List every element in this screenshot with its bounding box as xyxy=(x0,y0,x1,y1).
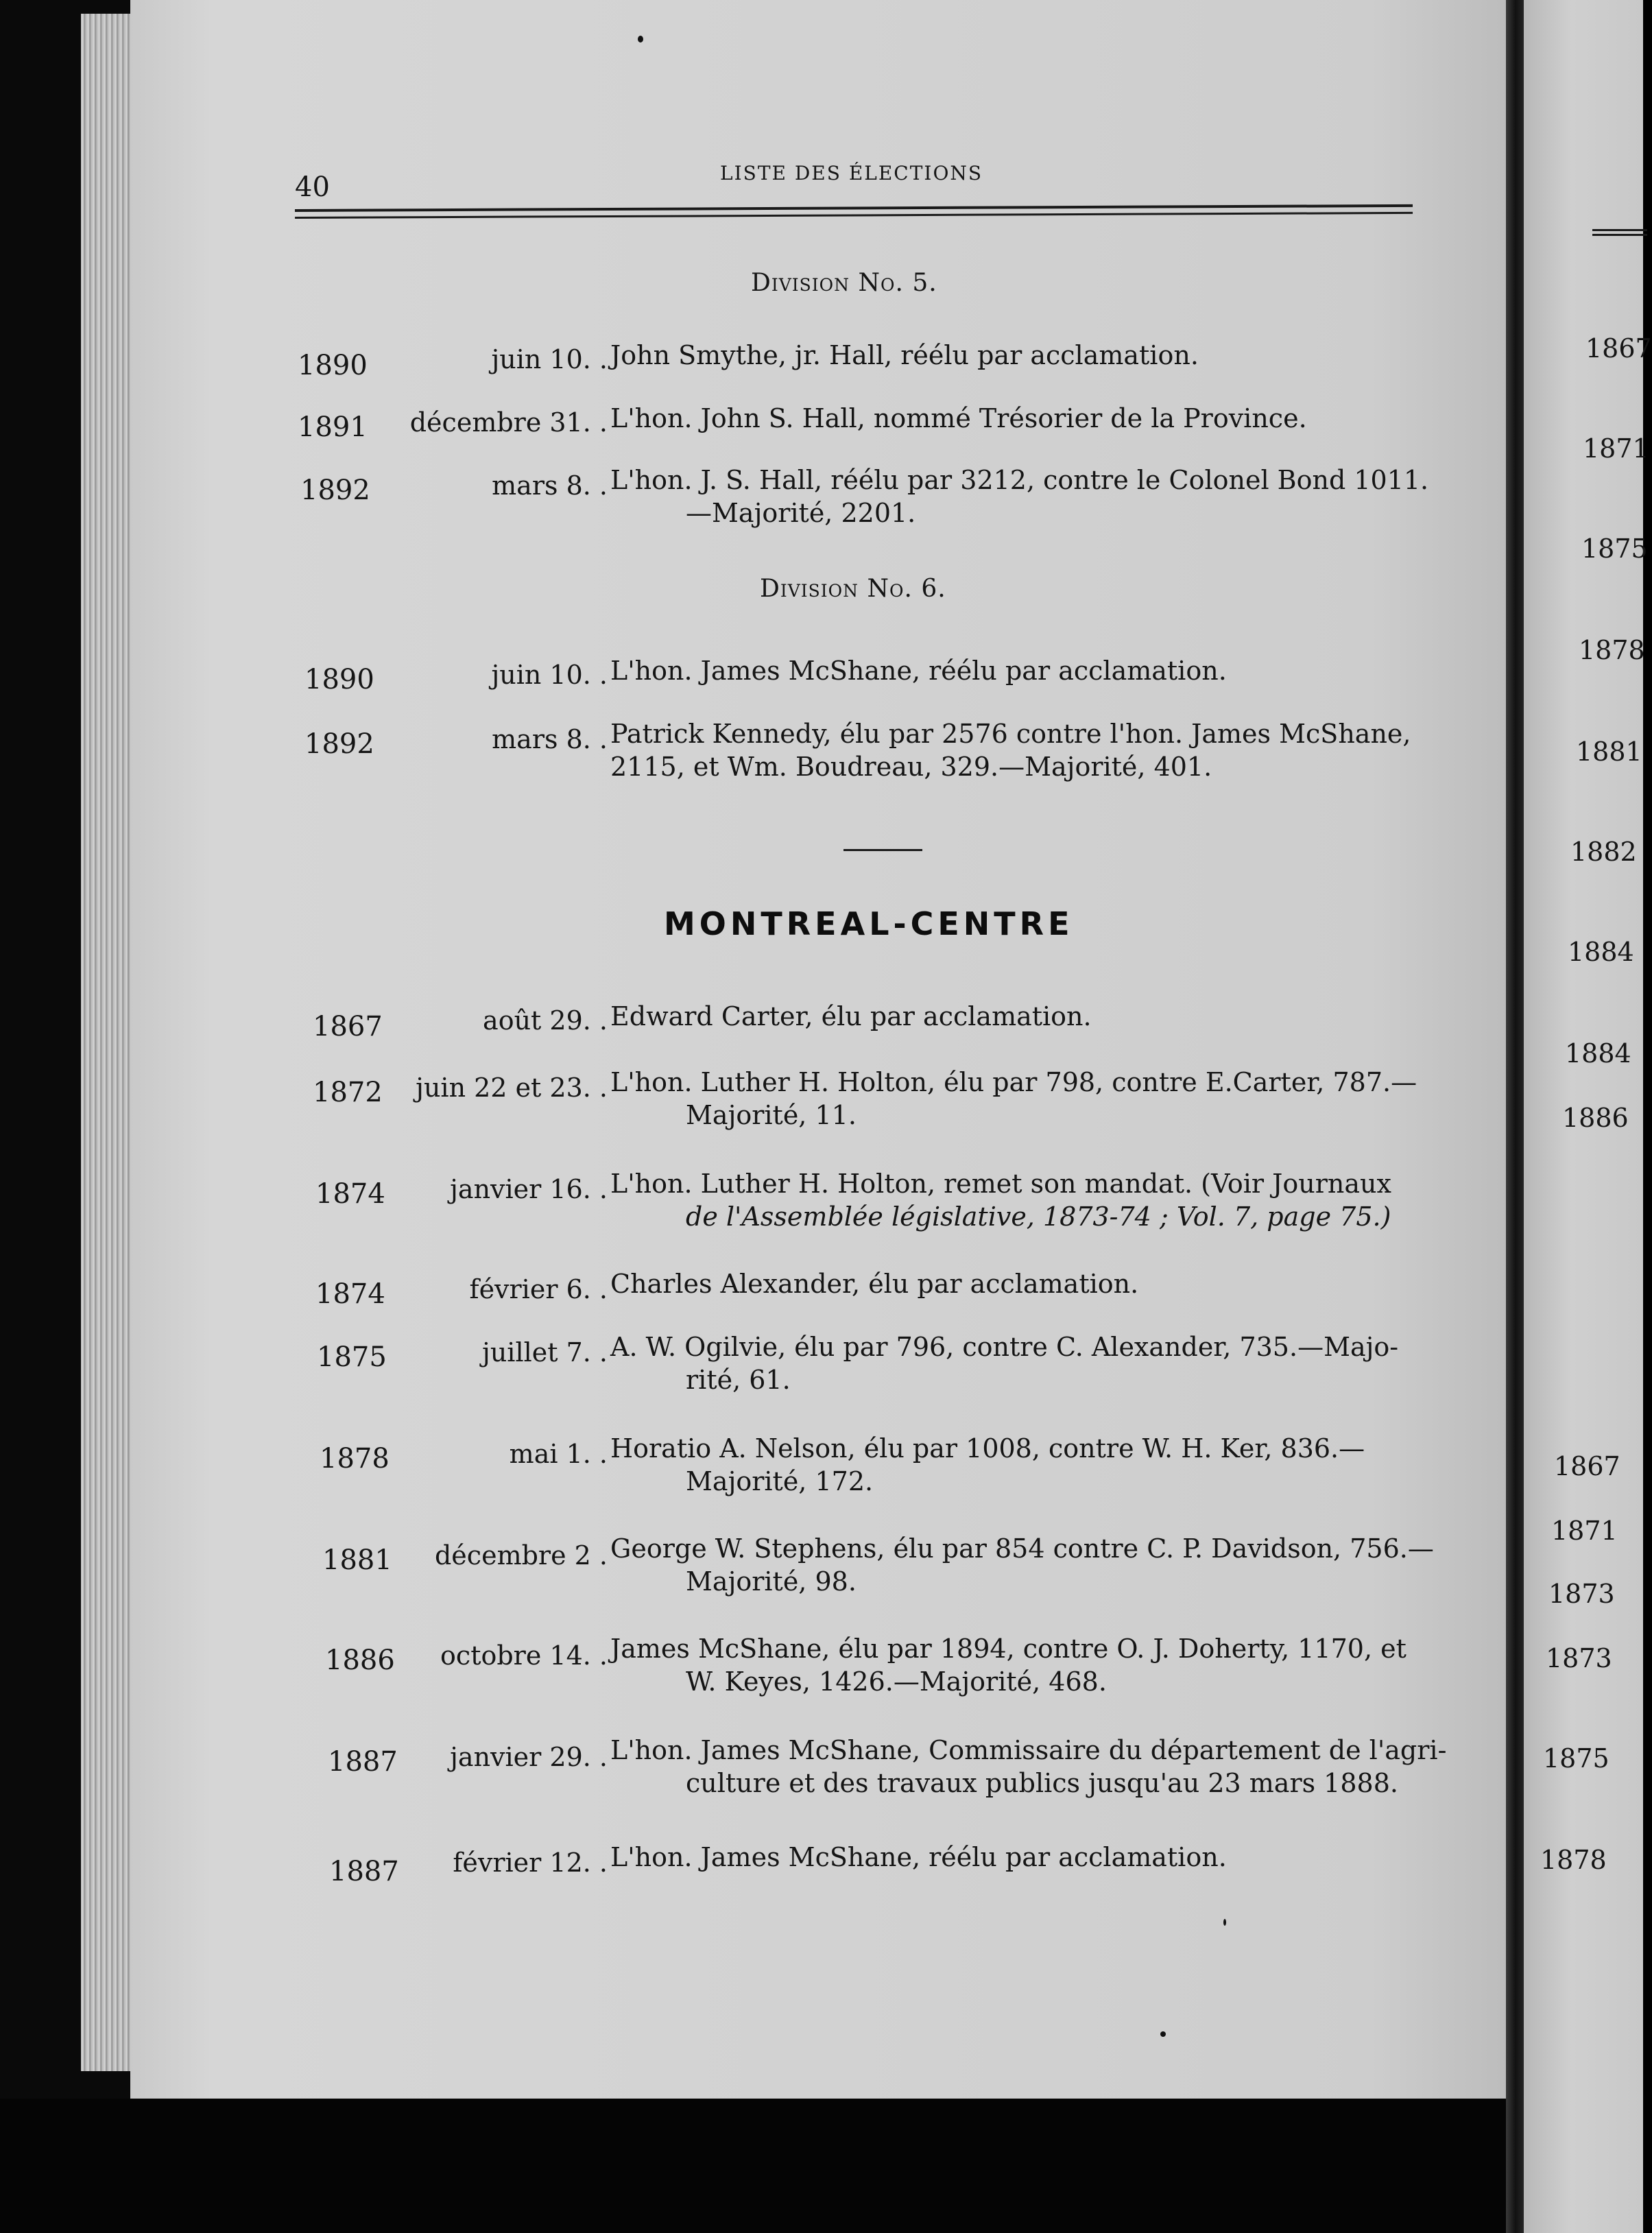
entry-line: George W. Stephens, élu par 854 contre C. P. Davidson, 756.— xyxy=(610,1533,1434,1564)
entry-date: janvier 29. . xyxy=(450,1742,608,1772)
entry-date: février 6. . xyxy=(469,1274,608,1304)
entry-date: juillet 7. . xyxy=(482,1337,608,1368)
facing-year: 1867 xyxy=(1554,1451,1620,1481)
scan-speck xyxy=(1160,2031,1166,2037)
running-head: LISTE DES ÉLECTIONS xyxy=(720,162,983,184)
entry-text xyxy=(610,1734,1446,1800)
entry-line: Charles Alexander, élu par acclamation. xyxy=(610,1269,1139,1299)
entry-date: juin 10. . xyxy=(491,660,608,690)
scan-speck xyxy=(638,36,643,43)
entry-text xyxy=(610,464,1428,529)
entry-year: 1881 xyxy=(322,1544,392,1576)
entry-date: janvier 16. . xyxy=(450,1174,608,1204)
facing-year: 1875 xyxy=(1543,1743,1609,1774)
facing-year: 1871 xyxy=(1551,1516,1618,1546)
county-heading: MONTREAL-CENTRE xyxy=(664,905,1074,942)
entry-year: 1867 xyxy=(313,1011,383,1042)
facing-year: 1875 xyxy=(1581,534,1648,564)
entry-year: 1886 xyxy=(325,1645,395,1676)
section-divider xyxy=(843,849,922,851)
facing-year: 1886 xyxy=(1562,1103,1629,1133)
facing-year: 1884 xyxy=(1568,937,1634,967)
entry-text xyxy=(610,1330,1398,1396)
entry-line: John Smythe, jr. Hall, réélu par acclamation. xyxy=(610,340,1199,370)
entry-text xyxy=(610,1267,1138,1300)
facing-year: 1867 xyxy=(1585,333,1652,363)
entry-line: de l'Assemblée législative, 1873-74 ; Vol. 7, page 75.) xyxy=(686,1202,1391,1232)
entry-text xyxy=(610,402,1307,435)
entry-year: 1890 xyxy=(298,350,368,381)
entry-line: L'hon. Luther H. Holton, élu par 798, contre E.Carter, 787.— xyxy=(610,1067,1417,1097)
facing-year: 1878 xyxy=(1579,635,1645,665)
entry-date: juin 10. . xyxy=(491,344,608,374)
entry-line: Majorité, 11. xyxy=(686,1100,857,1130)
entry-text xyxy=(610,1632,1406,1698)
entry-date: décembre 2 . xyxy=(434,1540,608,1571)
entry-text xyxy=(610,1167,1391,1233)
entry-date: octobre 14. . xyxy=(440,1640,608,1671)
entry-year: 1887 xyxy=(328,1746,398,1778)
scan-speck xyxy=(1223,1919,1226,1926)
entry-text xyxy=(610,717,1411,783)
entry-year: 1887 xyxy=(329,1856,399,1887)
entry-date: mars 8. . xyxy=(492,724,608,754)
entry-line: Majorité, 172. xyxy=(686,1466,874,1496)
page-edges xyxy=(81,14,136,2071)
entry-line: Edward Carter, élu par acclamation. xyxy=(610,1001,1092,1031)
entry-date: février 12. . xyxy=(453,1848,608,1878)
entry-line: L'hon. James McShane, réélu par acclamation. xyxy=(610,656,1227,686)
entry-year: 1892 xyxy=(300,475,370,506)
entry-line: James McShane, élu par 1894, contre O. J. Doherty, 1170, et xyxy=(610,1634,1406,1664)
facing-page-rule xyxy=(1592,229,1647,236)
facing-year: 1873 xyxy=(1546,1643,1612,1673)
entry-line: Patrick Kennedy, élu par 2576 contre l'hon. James McShane, xyxy=(610,719,1411,749)
entry-date: août 29. . xyxy=(483,1005,608,1036)
entry-line: 2115, et Wm. Boudreau, 329.—Majorité, 401. xyxy=(610,752,1212,782)
facing-year: 1881 xyxy=(1576,737,1642,767)
entry-date: décembre 31. . xyxy=(409,407,608,438)
entry-text xyxy=(610,1000,1092,1033)
entry-line: Majorité, 98. xyxy=(686,1566,857,1597)
entry-date: mars 8. . xyxy=(492,470,608,501)
entry-text xyxy=(610,654,1227,687)
section-title: Division No. 5. xyxy=(751,269,937,297)
scan-background xyxy=(0,2099,1506,2233)
facing-year: 1871 xyxy=(1583,433,1649,464)
facing-year: 1873 xyxy=(1548,1579,1615,1609)
entry-year: 1874 xyxy=(315,1178,385,1210)
entry-year: 1874 xyxy=(315,1278,385,1310)
entry-line: L'hon. James McShane, Commissaire du département de l'agri- xyxy=(610,1735,1447,1765)
entry-line: Horatio A. Nelson, élu par 1008, contre W. H. Ker, 836.— xyxy=(610,1433,1365,1464)
entry-year: 1892 xyxy=(304,728,374,760)
page-number: 40 xyxy=(295,171,330,203)
entry-text xyxy=(610,1841,1227,1874)
entry-text xyxy=(610,1532,1434,1598)
facing-year: 1884 xyxy=(1565,1038,1631,1068)
entry-date: mai 1. . xyxy=(509,1439,608,1469)
entry-year: 1890 xyxy=(304,664,374,695)
entry-year: 1891 xyxy=(298,411,368,443)
entry-year: 1878 xyxy=(320,1443,390,1474)
entry-text xyxy=(610,1432,1365,1498)
entry-date: juin 22 et 23. . xyxy=(416,1073,608,1103)
entry-year: 1875 xyxy=(317,1341,387,1373)
entry-text xyxy=(610,1066,1417,1132)
entry-line: L'hon. J. S. Hall, réélu par 3212, contre le Colonel Bond 1011. xyxy=(610,465,1429,495)
entry-line: culture et des travaux publics jusqu'au 23 mars 1888. xyxy=(686,1768,1398,1798)
entry-line: —Majorité, 2201. xyxy=(686,498,916,528)
entry-line: L'hon. Luther H. Holton, remet son mandat. (Voir Journaux xyxy=(610,1169,1391,1199)
facing-year: 1882 xyxy=(1570,837,1637,867)
entry-year: 1872 xyxy=(313,1077,383,1108)
book-gutter xyxy=(1506,0,1525,2233)
facing-year: 1878 xyxy=(1540,1845,1607,1875)
entry-line: rité, 61. xyxy=(686,1365,791,1395)
entry-line: L'hon. James McShane, réélu par acclamation. xyxy=(610,1842,1227,1872)
entry-text xyxy=(610,339,1199,372)
entry-line: W. Keyes, 1426.—Majorité, 468. xyxy=(686,1667,1107,1697)
entry-line: L'hon. John S. Hall, nommé Trésorier de la Province. xyxy=(610,403,1307,433)
section-title: Division No. 6. xyxy=(760,575,946,603)
entry-line: A. W. Ogilvie, élu par 796, contre C. Alexander, 735.—Majo- xyxy=(610,1332,1399,1362)
